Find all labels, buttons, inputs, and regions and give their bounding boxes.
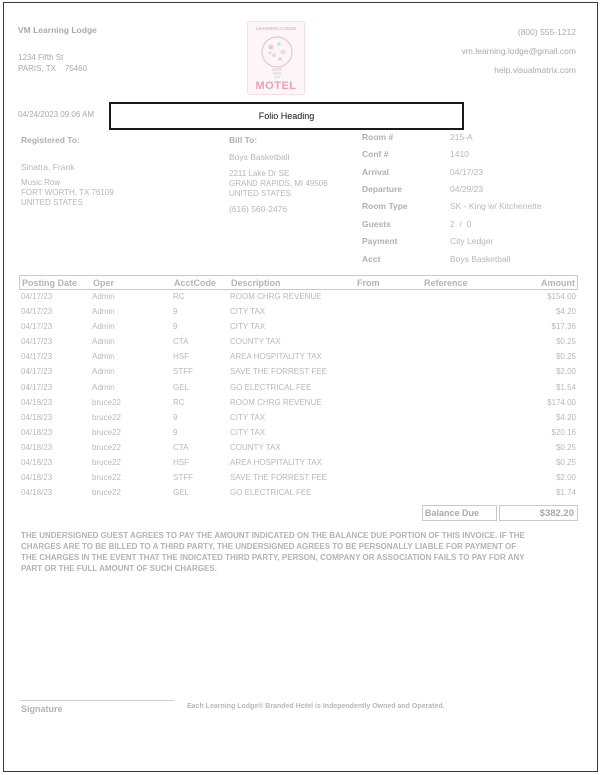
conf-number-label: Conf #: [362, 149, 389, 159]
cell-oper: Admin: [92, 337, 115, 347]
balance-due-label: Balance Due: [422, 505, 497, 521]
payment-value: City Ledger: [450, 236, 494, 246]
table-row: [19, 335, 578, 350]
cell-oper: bruce22: [92, 458, 121, 468]
guest-address-line3: UNITED STATES: [21, 198, 83, 207]
guest-address-line2: FORT WORTH, TX 76109: [21, 188, 114, 197]
cell-description: COUNTY TAX: [230, 337, 281, 347]
cell-description: ROOM CHRG REVENUE: [230, 292, 322, 301]
cell-amount: $0.25: [555, 458, 576, 468]
cell-amount: $154.00: [547, 292, 576, 301]
cell-date: 04/17/23: [21, 352, 53, 362]
cell-acctcode: 9: [173, 427, 178, 437]
table-row: [19, 486, 578, 501]
cell-description: CITY TAX: [230, 322, 266, 332]
cell-description: GO ELECTRICAL FEE: [230, 382, 312, 392]
cell-amount: $17.36: [551, 322, 576, 332]
cell-amount: $1.54: [555, 382, 576, 392]
cell-description: AREA HOSPITALITY TAX: [230, 458, 322, 468]
table-row: [19, 320, 578, 335]
col-description: Description: [231, 278, 281, 288]
col-amount: Amount: [541, 278, 575, 288]
cell-date: 04/17/23: [21, 322, 53, 332]
hotel-contact: [462, 23, 576, 80]
cell-acctcode: HSF: [173, 352, 189, 362]
cell-date: 04/18/23: [21, 412, 53, 422]
cell-oper: Admin: [92, 367, 115, 377]
table-row: [19, 381, 578, 396]
col-reference: Reference: [424, 278, 468, 288]
registered-to-label: Registered To:: [21, 135, 80, 145]
departure-label: Departure: [362, 184, 403, 194]
hotel-address-line2: PARIS, TX 75460: [18, 64, 88, 73]
cell-acctcode: GEL: [173, 488, 190, 498]
cell-description: CITY TAX: [230, 307, 266, 317]
cell-oper: bruce22: [92, 473, 121, 483]
cell-description: AREA HOSPITALITY TAX: [230, 352, 322, 362]
guest-address-line1: Music Row: [21, 178, 61, 187]
room-number-value: 215-A: [450, 132, 473, 142]
bill-to-phone: (616) 560-2476: [229, 204, 288, 214]
cell-oper: bruce22: [92, 397, 121, 407]
cell-oper: bruce22: [92, 488, 121, 498]
cell-acctcode: CTA: [173, 337, 189, 347]
cell-oper: bruce22: [92, 412, 121, 422]
bill-address-line1: 2211 Lake Dr SE: [229, 169, 290, 178]
guests-label: Guests: [362, 219, 391, 229]
logo-top-text: LEARNING LODGE: [255, 26, 297, 31]
cell-oper: Admin: [92, 292, 115, 301]
bill-to-address: [229, 169, 328, 199]
room-type-value: SK - King w/ Kitchenette: [450, 201, 542, 211]
payment-label: Payment: [362, 236, 398, 246]
hotel-name: VM Learning Lodge: [18, 25, 97, 35]
hotel-phone: (800) 555-1212: [517, 27, 576, 37]
cell-description: SAVE THE FORREST FEE: [230, 473, 327, 483]
liability-disclaimer: THE UNDERSIGNED GUEST AGREES TO PAY THE AMOUNT INDICATED ON THE BALANCE DUE PORTION OF THIS INVOICE. IF THE CHARGES ARE TO BE BILLED TO A THIRD PARTY, THE UNDERSIGNED AGREES TO BE PERSONALLY LIABLE FOR PAYMENT OF THE CHARGES IN THE EVENT THAT THE INDICATED THIRD PARTY, PERSON, COMPANY OR ASSOCIATION FAILS TO PAY FOR ANY PART OR THE FULL AMOUNT OF SUCH CHARGES.: [21, 531, 525, 573]
folio-page: [3, 2, 598, 772]
cell-amount: $20.16: [551, 427, 576, 437]
cell-description: CITY TAX: [230, 412, 266, 422]
col-posting-date: Posting Date: [22, 278, 78, 288]
cell-acctcode: RC: [173, 292, 185, 301]
cell-description: CITY TAX: [230, 427, 266, 437]
folio-heading: Folio Heading: [109, 102, 464, 130]
cell-acctcode: GEL: [173, 382, 190, 392]
col-acctcode: AcctCode: [174, 278, 217, 288]
print-timestamp: 04/24/2023 09:06 AM: [18, 110, 95, 119]
cell-date: 04/18/23: [21, 427, 53, 437]
col-oper: Oper: [93, 278, 115, 288]
bill-address-line2: GRAND RAPIDS, MI 49506: [229, 179, 328, 188]
cell-description: SAVE THE FORREST FEE: [230, 367, 327, 377]
cell-oper: Admin: [92, 307, 115, 317]
signature-line: [20, 700, 174, 701]
table-row: [19, 365, 578, 380]
acct-value: Boys Basketball: [450, 254, 511, 264]
balance-due-value: $382.20: [499, 505, 578, 521]
cell-date: 04/17/23: [21, 307, 53, 317]
cell-description: GO ELECTRICAL FEE: [230, 488, 312, 498]
table-row: [19, 350, 578, 365]
cell-oper: bruce22: [92, 427, 121, 437]
cell-description: ROOM CHRG REVENUE: [230, 397, 322, 407]
guest-address: [21, 178, 114, 208]
cell-acctcode: 9: [173, 322, 178, 332]
table-row: [19, 441, 578, 456]
cell-acctcode: STFF: [173, 473, 193, 483]
cell-date: 04/17/23: [21, 367, 53, 377]
table-row: [19, 305, 578, 320]
cell-date: 04/17/23: [21, 337, 53, 347]
cell-amount: $2.00: [555, 367, 576, 377]
table-row: [19, 396, 578, 411]
conf-number-value: 1410: [450, 149, 469, 159]
cell-oper: Admin: [92, 352, 115, 362]
bill-address-line3: UNITED STATES: [229, 189, 291, 198]
cell-acctcode: HSF: [173, 458, 189, 468]
cell-amount: $4.20: [555, 307, 576, 317]
cell-date: 04/18/23: [21, 488, 53, 498]
table-row: [19, 471, 578, 486]
acct-label: Acct: [362, 254, 381, 264]
cell-oper: Admin: [92, 322, 115, 332]
guests-value: 2 / 0: [450, 219, 472, 229]
cell-acctcode: CTA: [173, 442, 189, 452]
logo-motel-text: MOTEL: [255, 80, 297, 92]
cell-amount: $1.74: [555, 488, 576, 498]
cell-oper: Admin: [92, 382, 115, 392]
cell-date: 04/18/23: [21, 473, 53, 483]
cell-date: 04/18/23: [21, 458, 53, 468]
departure-value: 04/29/23: [450, 184, 484, 194]
cell-amount: $174.00: [547, 397, 576, 407]
table-row: [19, 290, 578, 305]
cell-oper: bruce22: [92, 442, 121, 452]
cell-date: 04/17/23: [21, 292, 53, 301]
col-from: From: [357, 278, 380, 288]
cell-amount: $0.25: [555, 352, 576, 362]
arrival-label: Arrival: [362, 167, 389, 177]
room-type-label: Room Type: [362, 201, 408, 211]
footer-note: Each Learning Lodge® Branded Hotel is Independently Owned and Operated.: [187, 703, 445, 710]
hotel-website: help.visualmatrix.com: [494, 65, 576, 75]
table-row: [19, 411, 578, 426]
table-row: [19, 426, 578, 441]
hotel-address: [18, 52, 87, 74]
cell-description: COUNTY TAX: [230, 442, 281, 452]
arrival-value: 04/17/23: [450, 167, 484, 177]
signature-label: Signature: [21, 704, 63, 714]
cell-amount: $2.00: [555, 473, 576, 483]
cell-acctcode: RC: [173, 397, 185, 407]
hotel-logo: [247, 21, 305, 95]
cell-date: 04/18/23: [21, 442, 53, 452]
bill-to-label: Bill To:: [229, 135, 258, 145]
cell-amount: $0.25: [555, 337, 576, 347]
charges-table: [19, 275, 578, 501]
table-row: [19, 456, 578, 471]
room-number-label: Room #: [362, 132, 394, 142]
cell-date: 04/17/23: [21, 382, 53, 392]
hotel-email: vm.learning.lodge@gmail.com: [461, 46, 576, 56]
cell-amount: $0.25: [555, 442, 576, 452]
table-body: [19, 290, 578, 501]
cell-date: 04/18/23: [21, 397, 53, 407]
cell-acctcode: 9: [173, 307, 178, 317]
hotel-address-line1: 1234 Fifth St: [18, 53, 64, 62]
cell-amount: $4.20: [555, 412, 576, 422]
cell-acctcode: 9: [173, 412, 178, 422]
cell-acctcode: STFF: [173, 367, 193, 377]
bill-to-name: Boys Basketball: [229, 152, 290, 162]
guest-name: Sinatra, Frank: [21, 162, 75, 172]
table-header: [19, 275, 578, 290]
